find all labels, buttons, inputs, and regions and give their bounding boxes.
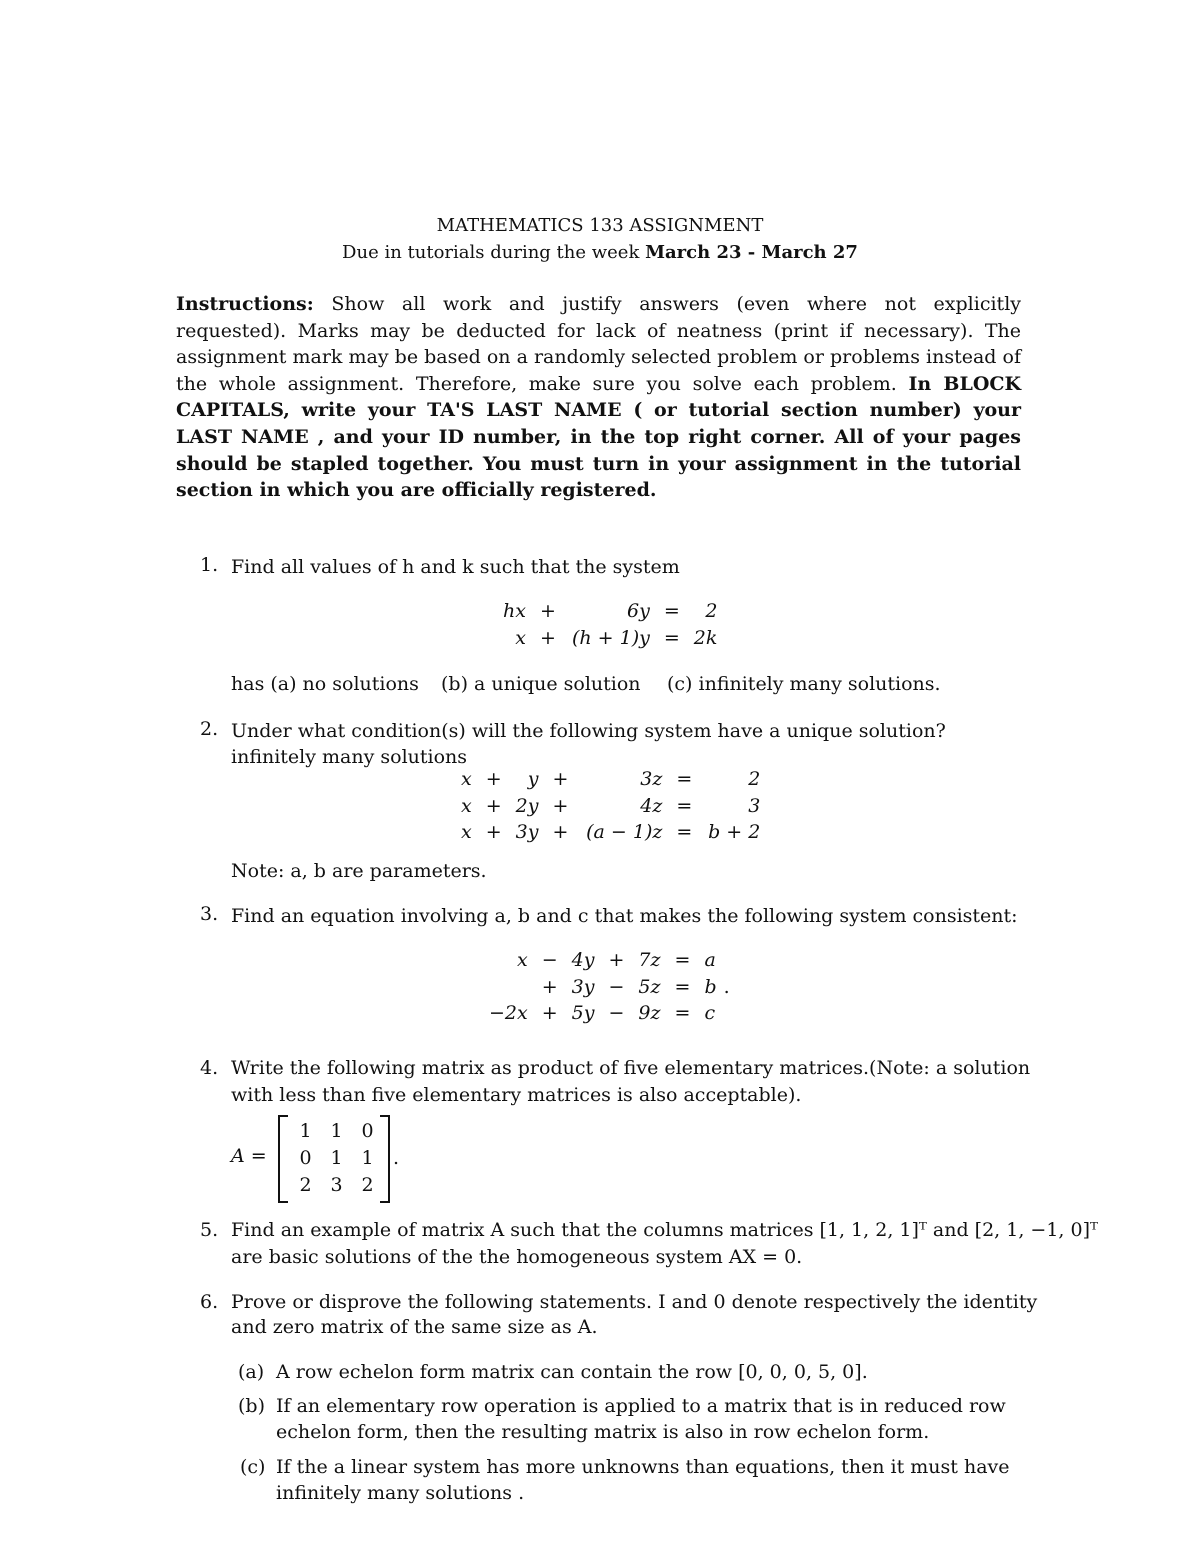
- eq-cell: 4z: [640, 794, 663, 817]
- eq-cell: [482, 974, 535, 1001]
- eq-cell: 3y: [571, 975, 595, 998]
- problem-6-text-line1: Prove or disprove the following statements. I and 0 denote respectively the identity: [231, 1291, 1038, 1313]
- matrix-entry: 3: [330, 1173, 343, 1196]
- matrix-entry: 1: [330, 1146, 343, 1169]
- problem-6-number: 6.: [200, 1291, 219, 1313]
- problem-5-number: 5.: [200, 1219, 219, 1241]
- part-a-label: (a): [238, 1361, 265, 1383]
- eq-cell: .: [723, 975, 730, 998]
- eq-cell: +: [552, 821, 569, 844]
- eq-cell: x: [461, 768, 472, 791]
- due-dates: March 23 - March 27: [645, 242, 858, 263]
- equation-row: [496, 598, 724, 625]
- problem-6-text-line2: and zero matrix of the same size as A.: [231, 1316, 598, 1338]
- eq-cell: 2: [748, 768, 761, 791]
- eq-cell: +: [539, 626, 556, 649]
- eq-cell: −: [541, 949, 558, 972]
- page-title: MATHEMATICS 133 ASSIGNMENT: [436, 215, 764, 236]
- eq-cell: =: [663, 600, 680, 623]
- equation-row: [482, 1000, 730, 1027]
- equation-row: [454, 819, 767, 846]
- eq-cell: =: [663, 626, 680, 649]
- eq-cell: x: [461, 794, 472, 817]
- eq-cell: +: [485, 821, 502, 844]
- problem-5-text-line1: Find an example of matrix A such that the columns matrices [1, 1, 2, 1]ᵀ and [2, 1, −1, 0]ᵀ: [231, 1219, 1098, 1241]
- problem-1-system: [496, 598, 724, 651]
- matrix-entry: 2: [361, 1173, 374, 1196]
- eq-cell: +: [552, 768, 569, 791]
- matrix-grid: [290, 1117, 383, 1198]
- eq-cell: 5z: [638, 975, 661, 998]
- instructions-bold-text: In BLOCK CAPITALS, write your TA'S LAST NAME ( or tutorial section number) your LAST NAME , and your ID number, in the top right corner. All of your pages should be stapled together. You must turn in your assignment in the tutorial section in which you are officially registered.: [176, 372, 1022, 502]
- matrix-row: [290, 1117, 383, 1144]
- eq-cell: −: [608, 975, 625, 998]
- eq-cell: 3z: [640, 768, 663, 791]
- eq-cell: +: [485, 768, 502, 791]
- problem-3-number: 3.: [200, 903, 219, 925]
- part-b-text-line1: If an elementary row operation is applied to a matrix that is in reduced row: [276, 1395, 1006, 1417]
- eq-cell: 2y: [515, 794, 539, 817]
- eq-cell: =: [676, 768, 693, 791]
- eq-cell: −: [608, 1002, 625, 1025]
- eq-cell: =: [674, 975, 691, 998]
- matrix-entry: 1: [330, 1119, 343, 1142]
- eq-cell: =: [674, 1002, 691, 1025]
- matrix-row: [290, 1171, 383, 1198]
- eq-cell: 4y: [571, 949, 595, 972]
- matrix-entry: 0: [361, 1119, 374, 1142]
- instructions-label: Instructions:: [176, 293, 314, 315]
- due-prefix: Due in tutorials during the week: [342, 242, 646, 263]
- eq-cell: +: [539, 600, 556, 623]
- problem-5-text-line2: are basic solutions of the the homogeneous system AX = 0.: [231, 1246, 803, 1268]
- equation-row: [482, 974, 730, 1001]
- part-b-label: (b): [238, 1395, 265, 1417]
- eq-cell: y: [527, 768, 539, 791]
- eq-cell: [724, 1000, 730, 1027]
- eq-cell: +: [552, 794, 569, 817]
- problem-1-option-c: (c) infinitely many solutions.: [667, 673, 941, 695]
- eq-cell: a: [704, 949, 716, 972]
- right-bracket: [380, 1115, 390, 1203]
- equation-row: [496, 625, 724, 652]
- problem-1-option-a: has (a) no solutions: [231, 673, 419, 695]
- eq-cell: x: [515, 626, 526, 649]
- part-a-text: A row echelon form matrix can contain the row [0, 0, 0, 5, 0].: [276, 1361, 868, 1383]
- part-c-label: (c): [240, 1456, 266, 1478]
- instructions-text: Show all work and justify answers (even where not explicitly requested). Marks may be deducted for lack of neatness (print if necessary). The assignment mark may be based on a randomly selected problem or problems instead of the whole assignment. Therefore, make sure you solve each problem.: [176, 293, 1021, 395]
- matrix-period: .: [393, 1147, 400, 1169]
- eq-cell: =: [676, 821, 693, 844]
- equation-row: [454, 793, 767, 820]
- eq-cell: x: [517, 949, 528, 972]
- problem-1-option-b: (b) a unique solution: [441, 673, 641, 695]
- part-b-text-line2: echelon form, then the resulting matrix is also in row echelon form.: [276, 1421, 930, 1443]
- problem-3-text: Find an equation involving a, b and c that makes the following system consistent:: [231, 905, 1018, 927]
- matrix-entry: 1: [299, 1119, 312, 1142]
- eq-cell: c: [704, 1002, 716, 1025]
- eq-cell: 5y: [571, 1002, 595, 1025]
- eq-cell: 7z: [638, 949, 661, 972]
- instructions-block: [176, 291, 1021, 504]
- problem-4-text-line1: Write the following matrix as product of five elementary matrices.(Note: a solution: [231, 1057, 1031, 1079]
- eq-cell: hx: [503, 600, 526, 623]
- problem-1-number: 1.: [200, 554, 219, 576]
- part-c-text-line1: If the a linear system has more unknowns than equations, then it must have: [276, 1456, 1010, 1478]
- problem-3-system: [482, 947, 730, 1027]
- eq-cell: [724, 947, 730, 974]
- eq-cell: x: [461, 821, 472, 844]
- eq-cell: +: [485, 794, 502, 817]
- eq-cell: 6y: [627, 600, 650, 623]
- matrix-entry: 2: [299, 1173, 312, 1196]
- matrix-row: [290, 1144, 383, 1171]
- equation-row: [454, 766, 767, 793]
- left-bracket: [278, 1115, 288, 1203]
- eq-cell: 3y: [515, 821, 539, 844]
- part-c-text-line2: infinitely many solutions .: [276, 1482, 525, 1504]
- eq-cell: b + 2: [708, 821, 761, 844]
- matrix-label: A =: [231, 1145, 267, 1167]
- eq-cell: 2k: [693, 626, 718, 649]
- eq-cell: 3: [748, 794, 761, 817]
- eq-cell: =: [674, 949, 691, 972]
- problem-1-text: Find all values of h and k such that the system: [231, 556, 680, 578]
- matrix-entry: 1: [361, 1146, 374, 1169]
- eq-cell: (a − 1)z: [586, 821, 663, 844]
- eq-cell: =: [676, 794, 693, 817]
- problem-2-note: Note: a, b are parameters.: [231, 860, 487, 882]
- eq-cell: +: [541, 1002, 558, 1025]
- problem-2-system: [454, 766, 767, 846]
- problem-4-number: 4.: [200, 1057, 219, 1079]
- problem-2-text: Under what condition(s) will the following system have a unique solution? infinitely many solutions: [231, 720, 946, 768]
- problem-4-text-line2: with less than five elementary matrices is also acceptable).: [231, 1084, 802, 1106]
- eq-cell: 2: [705, 600, 718, 623]
- equation-row: [482, 947, 730, 974]
- eq-cell: 9z: [638, 1002, 661, 1025]
- eq-cell: +: [608, 949, 625, 972]
- due-line: [0, 242, 1200, 263]
- eq-cell: +: [541, 975, 558, 998]
- matrix-entry: 0: [299, 1146, 312, 1169]
- eq-cell: −2x: [489, 1002, 528, 1025]
- matrix-a: [278, 1113, 390, 1201]
- problem-2-number: 2.: [200, 718, 219, 740]
- eq-cell: b: [704, 975, 717, 998]
- eq-cell: (h + 1)y: [571, 626, 650, 649]
